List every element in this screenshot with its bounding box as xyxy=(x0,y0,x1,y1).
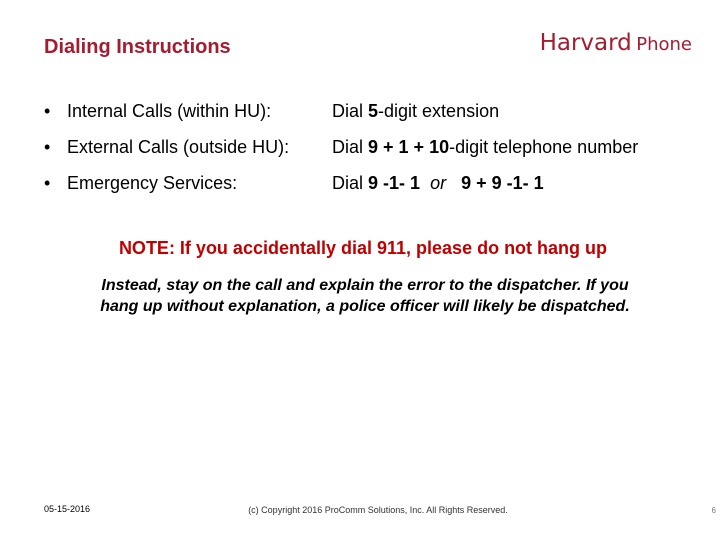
value-bold: 9 + 1 + 10 xyxy=(368,137,450,157)
row-emergency xyxy=(44,173,544,194)
value-text: -digit extension xyxy=(378,101,500,121)
bullet-icon: • xyxy=(44,137,51,157)
row-internal xyxy=(44,101,500,122)
slide-title: Dialing Instructions xyxy=(44,36,231,58)
note-title: NOTE: If you accidentally dial 911, please do not hang up xyxy=(118,238,608,258)
bullet-icon: • xyxy=(44,101,51,121)
row-label: Emergency Services: xyxy=(67,173,238,193)
brand-logo xyxy=(540,30,692,56)
footer-copyright: (c) Copyright 2016 ProComm Solutions, Inc. All Rights Reserved. xyxy=(248,505,508,515)
value-text: -digit telephone number xyxy=(449,137,639,157)
value-text: Dial xyxy=(332,137,369,157)
value-text: Dial xyxy=(332,173,369,193)
value-bold: 9 + 9 -1- 1 xyxy=(461,173,544,193)
note-line: Instead, stay on the call and explain the error to the dispatcher. If you xyxy=(101,277,629,294)
value-bold: 5 xyxy=(368,101,379,121)
row-label: External Calls (outside HU): xyxy=(67,137,290,157)
value-or: or xyxy=(430,173,447,193)
row-external xyxy=(44,137,639,158)
page-number: 6 xyxy=(711,506,716,515)
row-value xyxy=(332,101,499,122)
row-value xyxy=(332,173,544,194)
row-value xyxy=(332,137,638,158)
note-line: hang up without explanation, a police officer will likely be dispatched. xyxy=(100,298,630,315)
footer-date: 05-15-2016 xyxy=(44,504,91,514)
note-body xyxy=(40,275,690,317)
bullet-icon: • xyxy=(44,173,51,193)
brand-sub: Phone xyxy=(636,34,692,55)
value-text: Dial xyxy=(332,101,369,121)
value-bold: 9 -1- 1 xyxy=(368,173,421,193)
brand-main: Harvard xyxy=(539,30,632,56)
row-label: Internal Calls (within HU): xyxy=(67,101,272,121)
